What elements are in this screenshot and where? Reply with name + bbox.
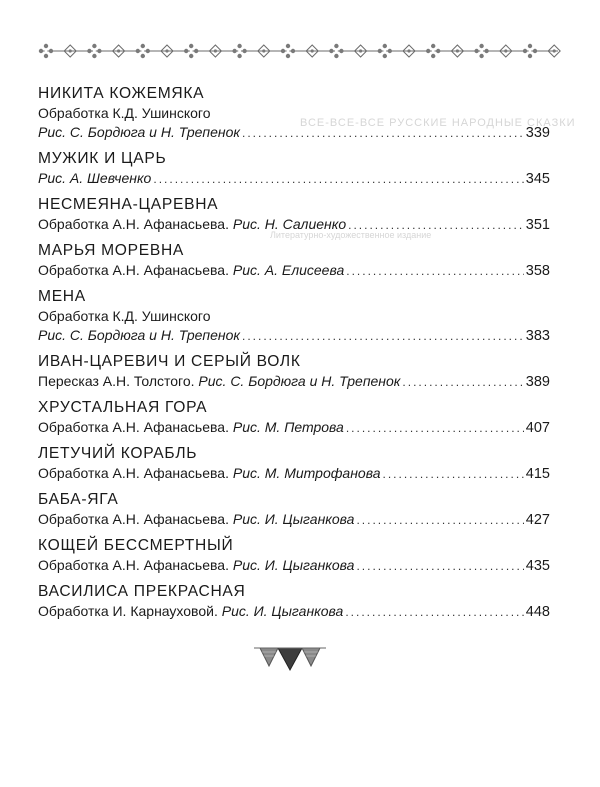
page-number: 415 — [525, 466, 550, 482]
credit-line — [38, 464, 550, 484]
entry-title: ЛЕТУЧИЙ КОРАБЛЬ — [38, 445, 198, 462]
credit-text — [38, 556, 354, 575]
credit-text — [38, 261, 344, 280]
entry-title: НИКИТА КОЖЕМЯКА — [38, 85, 205, 102]
illustrator-credit: Рис. А. Шевченко — [38, 170, 152, 186]
adaptation-credit: Обработка А.Н. Афанасьева. — [38, 419, 233, 435]
adaptation-credit: Обработка А.Н. Афанасьева. — [38, 216, 233, 232]
page-number: 435 — [525, 558, 550, 574]
page-number: 358 — [525, 263, 550, 279]
entry-title: ИВАН-ЦАРЕВИЧ И СЕРЫЙ ВОЛК — [38, 353, 301, 370]
toc-entry — [38, 241, 550, 281]
credit-line — [38, 326, 550, 346]
credit-line — [38, 418, 550, 438]
top-ornament-border — [32, 38, 566, 64]
dot-leader — [242, 124, 524, 143]
credit-text — [38, 372, 400, 391]
credit-line — [38, 556, 550, 576]
credit-line — [38, 104, 550, 123]
page-number: 448 — [525, 604, 550, 620]
reverse-side-print: ВСЕ-ВСЕ-ВСЕ РУССКИЕ НАРОДНЫЕ СКАЗКИ — [300, 117, 576, 129]
entry-title: МАРЬЯ МОРЕВНА — [38, 242, 185, 259]
entry-title: ХРУСТАЛЬНАЯ ГОРА — [38, 399, 208, 416]
illustrator-credit: Рис. И. Цыганкова — [232, 557, 355, 573]
toc-entry — [38, 287, 550, 346]
credit-line — [38, 261, 550, 281]
illustrator-credit: Рис. М. Петрова — [232, 419, 344, 435]
illustrator-credit: Рис. С. Бордюга и Н. Трепенок — [38, 327, 240, 343]
credit-text — [38, 123, 240, 142]
bottom-ornament — [254, 640, 326, 674]
adaptation-credit: Обработка И. Карнауховой. — [38, 603, 222, 619]
entry-title: МУЖИК И ЦАРЬ — [38, 150, 167, 167]
entry-title: БАБА-ЯГА — [38, 491, 119, 508]
dot-leader — [153, 170, 523, 189]
credit-line — [38, 123, 550, 143]
dot-leader — [383, 465, 524, 484]
toc-entry — [38, 398, 550, 438]
toc-entry — [38, 582, 550, 622]
page-number: 339 — [525, 125, 550, 141]
toc-entry — [38, 490, 550, 530]
illustrator-credit: Рис. А. Елисеева — [232, 262, 345, 278]
illustrator-credit: Рис. С. Бордюга и Н. Трепенок — [38, 124, 240, 140]
table-of-contents — [38, 84, 550, 628]
dot-leader — [356, 557, 523, 576]
illustrator-credit: Рис. Н. Салиенко — [232, 216, 347, 232]
credit-line — [38, 602, 550, 622]
credit-line — [38, 215, 550, 235]
credit-line — [38, 510, 550, 530]
credit-line — [38, 307, 550, 326]
toc-entry — [38, 444, 550, 484]
illustrator-credit: Рис. И. Цыганкова — [232, 511, 355, 527]
entry-title: КОЩЕЙ БЕССМЕРТНЫЙ — [38, 537, 234, 554]
adaptation-credit: Обработка К.Д. Ушинского — [38, 308, 211, 324]
illustrator-credit: Рис. М. Митрофанова — [232, 465, 381, 481]
dot-leader — [346, 419, 524, 438]
credit-text — [38, 169, 151, 188]
toc-entry — [38, 536, 550, 576]
adaptation-credit: Обработка А.Н. Афанасьева. — [38, 465, 233, 481]
illustrator-credit: Рис. И. Цыганкова — [221, 603, 344, 619]
adaptation-credit: Обработка А.Н. Афанасьева. — [38, 557, 233, 573]
page-number: 351 — [525, 217, 550, 233]
credit-text — [38, 464, 381, 483]
page-number: 407 — [525, 420, 550, 436]
adaptation-credit: Обработка К.Д. Ушинского — [38, 105, 211, 121]
adaptation-credit: Обработка А.Н. Афанасьева. — [38, 511, 233, 527]
reverse-side-print: Литературно-художественное издание — [270, 230, 432, 240]
page-number: 389 — [525, 374, 550, 390]
toc-entry — [38, 84, 550, 143]
page-number: 427 — [525, 512, 550, 528]
page-number: 345 — [525, 171, 550, 187]
credit-text — [38, 215, 346, 234]
credit-text — [38, 104, 211, 123]
adaptation-credit: Обработка А.Н. Афанасьева. — [38, 262, 233, 278]
dot-leader — [346, 262, 524, 281]
dot-leader — [402, 373, 523, 392]
adaptation-credit: Пересказ А.Н. Толстого. — [38, 373, 199, 389]
credit-text — [38, 510, 354, 529]
credit-line — [38, 169, 550, 189]
entry-title: НЕСМЕЯНА-ЦАРЕВНА — [38, 196, 219, 213]
credit-text — [38, 307, 211, 326]
dot-leader — [356, 511, 523, 530]
toc-entry — [38, 352, 550, 392]
credit-text — [38, 418, 344, 437]
dot-leader — [242, 327, 524, 346]
credit-line — [38, 372, 550, 392]
dot-leader — [345, 603, 523, 622]
dot-leader — [348, 216, 524, 235]
illustrator-credit: Рис. С. Бордюга и Н. Трепенок — [198, 373, 401, 389]
entry-title: МЕНА — [38, 288, 86, 305]
page-number: 383 — [525, 328, 550, 344]
credit-text — [38, 326, 240, 345]
credit-text — [38, 602, 343, 621]
toc-entry — [38, 195, 550, 235]
toc-entry — [38, 149, 550, 189]
entry-title: ВАСИЛИСА ПРЕКРАСНАЯ — [38, 583, 246, 600]
